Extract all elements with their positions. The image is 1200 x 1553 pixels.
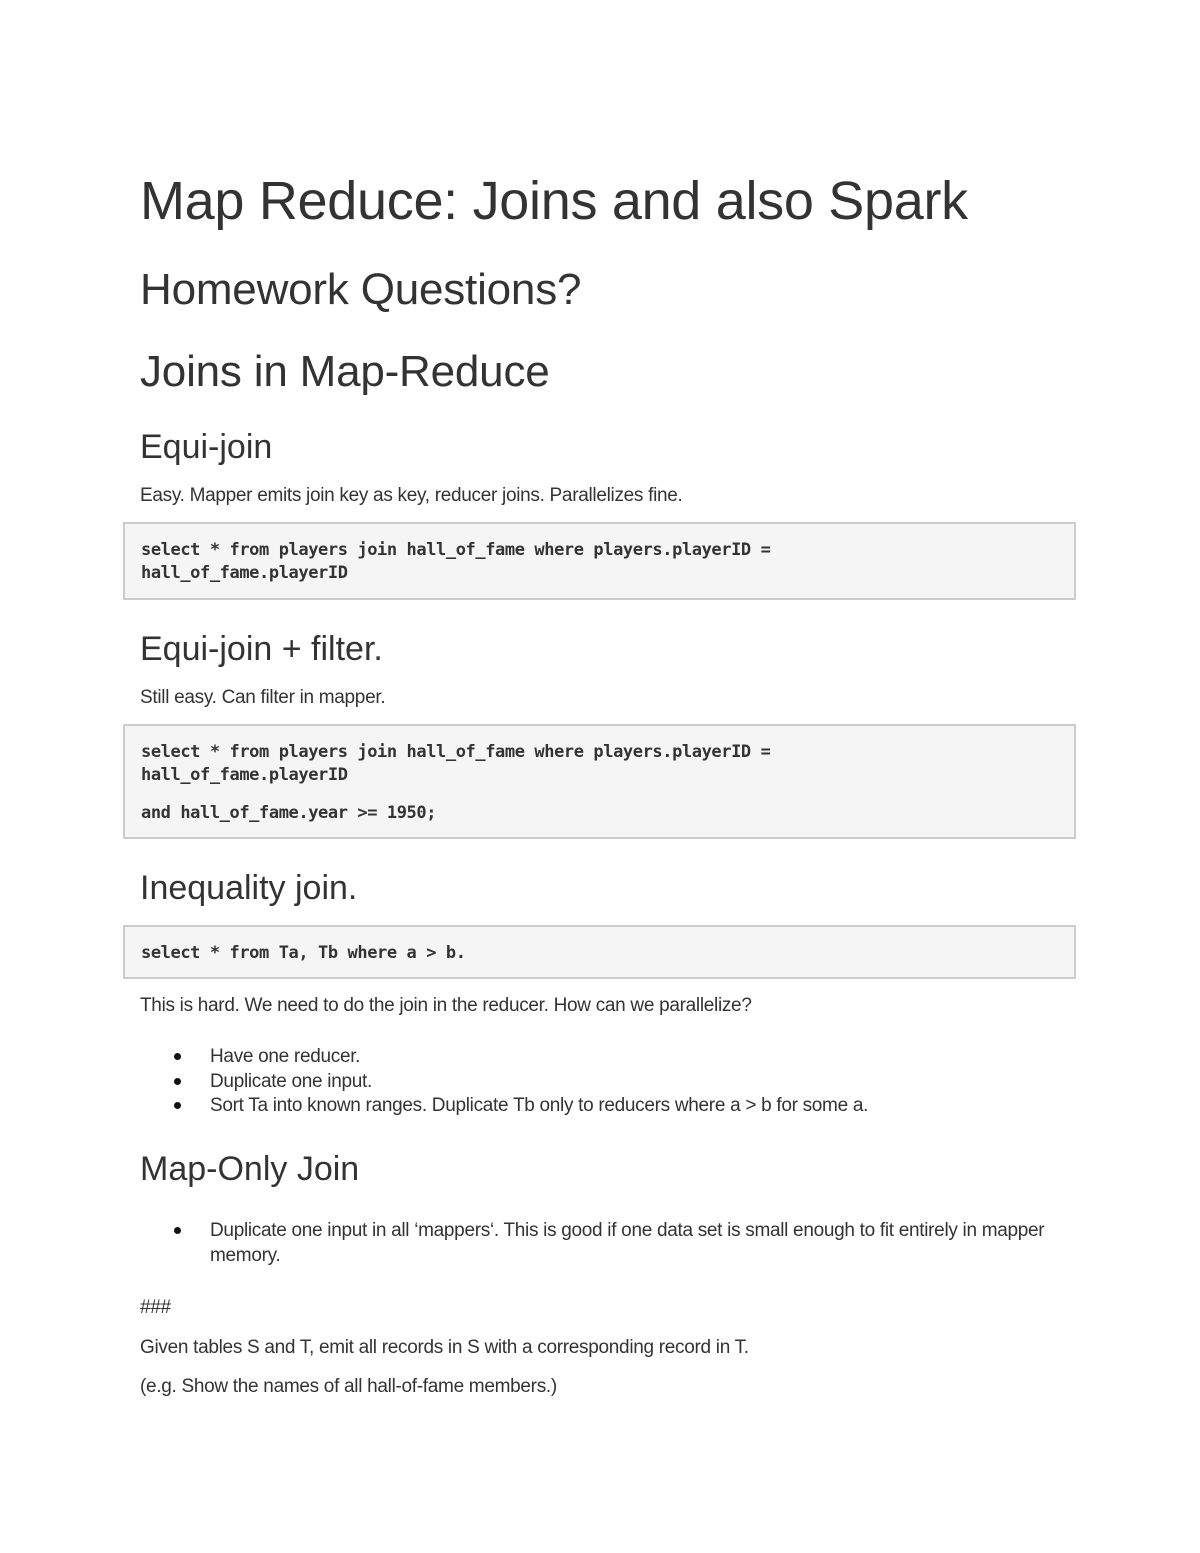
code-line: select * from players join hall_of_fame where players.playerID = xyxy=(141,540,771,560)
bullet-icon xyxy=(174,1102,181,1109)
list-item xyxy=(140,1219,1076,1268)
equijoin-filter-description: Still easy. Can filter in mapper. xyxy=(140,687,386,708)
code-block-equijoin xyxy=(123,522,1076,600)
map-only-list xyxy=(140,1219,1076,1268)
semi-join-description: Given tables S and T, emit all records in S with a corresponding record in T. xyxy=(140,1337,749,1358)
section-heading-homework: Homework Questions? xyxy=(140,265,582,314)
document-title: Map Reduce: Joins and also Spark xyxy=(140,171,968,231)
list-item-text: Duplicate one input. xyxy=(210,1070,372,1092)
list-item xyxy=(140,1094,1076,1119)
list-item xyxy=(140,1045,1076,1070)
bullet-icon xyxy=(174,1053,181,1060)
subheading-equijoin: Equi-join xyxy=(140,428,273,466)
inequality-options-list xyxy=(140,1045,1076,1119)
section-heading-joins: Joins in Map-Reduce xyxy=(140,347,550,396)
subheading-map-only-join: Map-Only Join xyxy=(140,1150,360,1188)
code-line: hall_of_fame.playerID xyxy=(141,765,348,785)
code-line: and hall_of_fame.year >= 1950; xyxy=(141,803,437,823)
list-item-text: Sort Ta into known ranges. Duplicate Tb only to reducers where a > b for some a. xyxy=(210,1095,869,1116)
bullet-icon xyxy=(174,1078,181,1085)
code-block-inequality xyxy=(123,925,1076,979)
list-item xyxy=(140,1070,1076,1095)
bullet-icon xyxy=(174,1227,181,1234)
inequality-description: This is hard. We need to do the join in the reducer. How can we parallelize? xyxy=(140,995,752,1016)
semi-join-example: (e.g. Show the names of all hall-of-fame members.) xyxy=(140,1376,557,1397)
list-item-text: Have one reducer. xyxy=(210,1046,361,1067)
equijoin-description: Easy. Mapper emits join key as key, reducer joins. Parallelizes fine. xyxy=(140,485,683,506)
subheading-inequality-join: Inequality join. xyxy=(140,869,358,907)
subheading-equijoin-filter: Equi-join + filter. xyxy=(140,630,383,668)
code-line: hall_of_fame.playerID xyxy=(141,563,348,583)
code-block-equijoin-filter xyxy=(123,724,1076,839)
code-line: select * from Ta, Tb where a > b. xyxy=(141,943,466,963)
code-line: select * from players join hall_of_fame where players.playerID = xyxy=(141,742,771,762)
list-item-text: Duplicate one input in all ‘mappers‘. This is good if one data set is small enough to fit entirely in mapper memory. xyxy=(210,1220,1045,1266)
section-separator: ### xyxy=(140,1297,171,1318)
